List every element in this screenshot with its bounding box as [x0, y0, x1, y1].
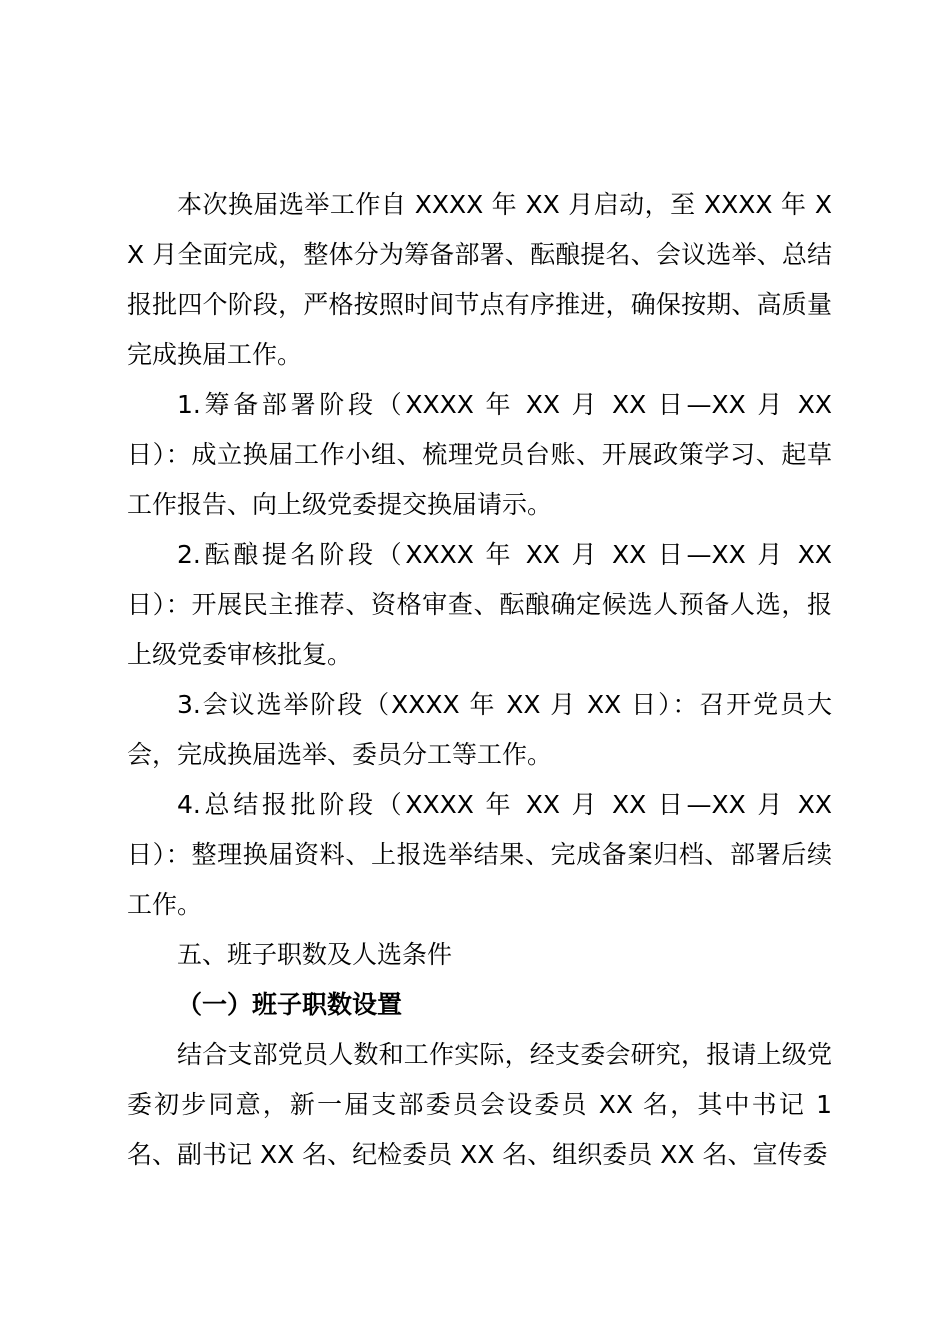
paragraph-positions: 结合支部党员人数和工作实际，经支委会研究，报请上级党委初步同意，新一届支部委员会设委员 XX 名，其中书记 1 名、副书记 XX 名、纪检委员 XX 名、组织委员 XX 名、宣传委 — [127, 1040, 832, 1169]
section-heading: 五、班子职数及人选条件 — [177, 940, 453, 969]
document-body — [127, 180, 832, 1180]
paragraph-stage-3: 3.会议选举阶段（XXXX 年 XX 月 XX 日）：召开党员大会，完成换届选举、委员分工等工作。 — [127, 690, 832, 769]
paragraph-stage-1: 1.筹备部署阶段（XXXX 年 XX 月 XX 日—XX 月 XX 日）：成立换届工作小组、梳理党员台账、开展政策学习、起草工作报告、向上级党委提交换届请示。 — [127, 390, 832, 519]
subsection-heading: （一）班子职数设置 — [177, 990, 403, 1019]
paragraph-overview: 本次换届选举工作自 XXXX 年 XX 月启动，至 XXXX 年 XX 月全面完成，整体分为筹备部署、酝酿提名、会议选举、总结报批四个阶段，严格按照时间节点有序推进，确保按期、高质量完成换届工作。 — [127, 190, 832, 369]
paragraph-stage-2: 2.酝酿提名阶段（XXXX 年 XX 月 XX 日—XX 月 XX 日）：开展民主推荐、资格审查、酝酿确定候选人预备人选，报上级党委审核批复。 — [127, 540, 832, 669]
paragraph-stage-4: 4.总结报批阶段（XXXX 年 XX 月 XX 日—XX 月 XX 日）：整理换届资料、上报选举结果、完成备案归档、部署后续工作。 — [127, 790, 832, 919]
